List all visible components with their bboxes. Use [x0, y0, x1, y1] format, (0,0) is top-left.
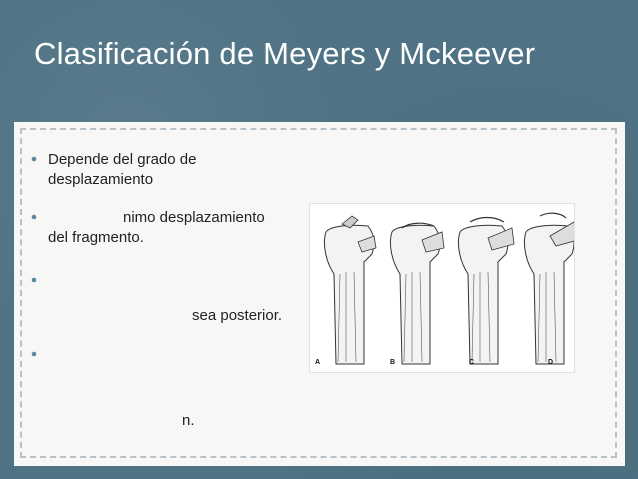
slide-title: Clasificación de Meyers y Mckeever: [34, 36, 536, 71]
bullet-3-line: sea posterior.: [192, 307, 283, 324]
figure-label-c: C: [469, 359, 475, 366]
knee-fracture-figure: [309, 203, 575, 373]
tibia-illustration: [310, 204, 574, 372]
figure-label-b: B: [390, 359, 396, 366]
bullet-icon: [30, 213, 38, 221]
bullet-icon: [30, 276, 38, 284]
bullet-icon: [30, 350, 38, 358]
bullet-2-line-2: del fragmento.: [48, 229, 144, 246]
bullet-text-1: [48, 150, 196, 190]
bullet-1-line-1: Depende del grado de: [48, 151, 197, 168]
figure-label-d: D: [548, 359, 554, 366]
bullet-2-line-1: nimo desplazamiento: [123, 209, 265, 226]
bullet-icon: [30, 155, 38, 163]
figure-label-a: A: [315, 359, 321, 366]
bullet-1-line-2: desplazamiento: [48, 171, 154, 188]
bullet-4-line: n.: [182, 412, 195, 429]
